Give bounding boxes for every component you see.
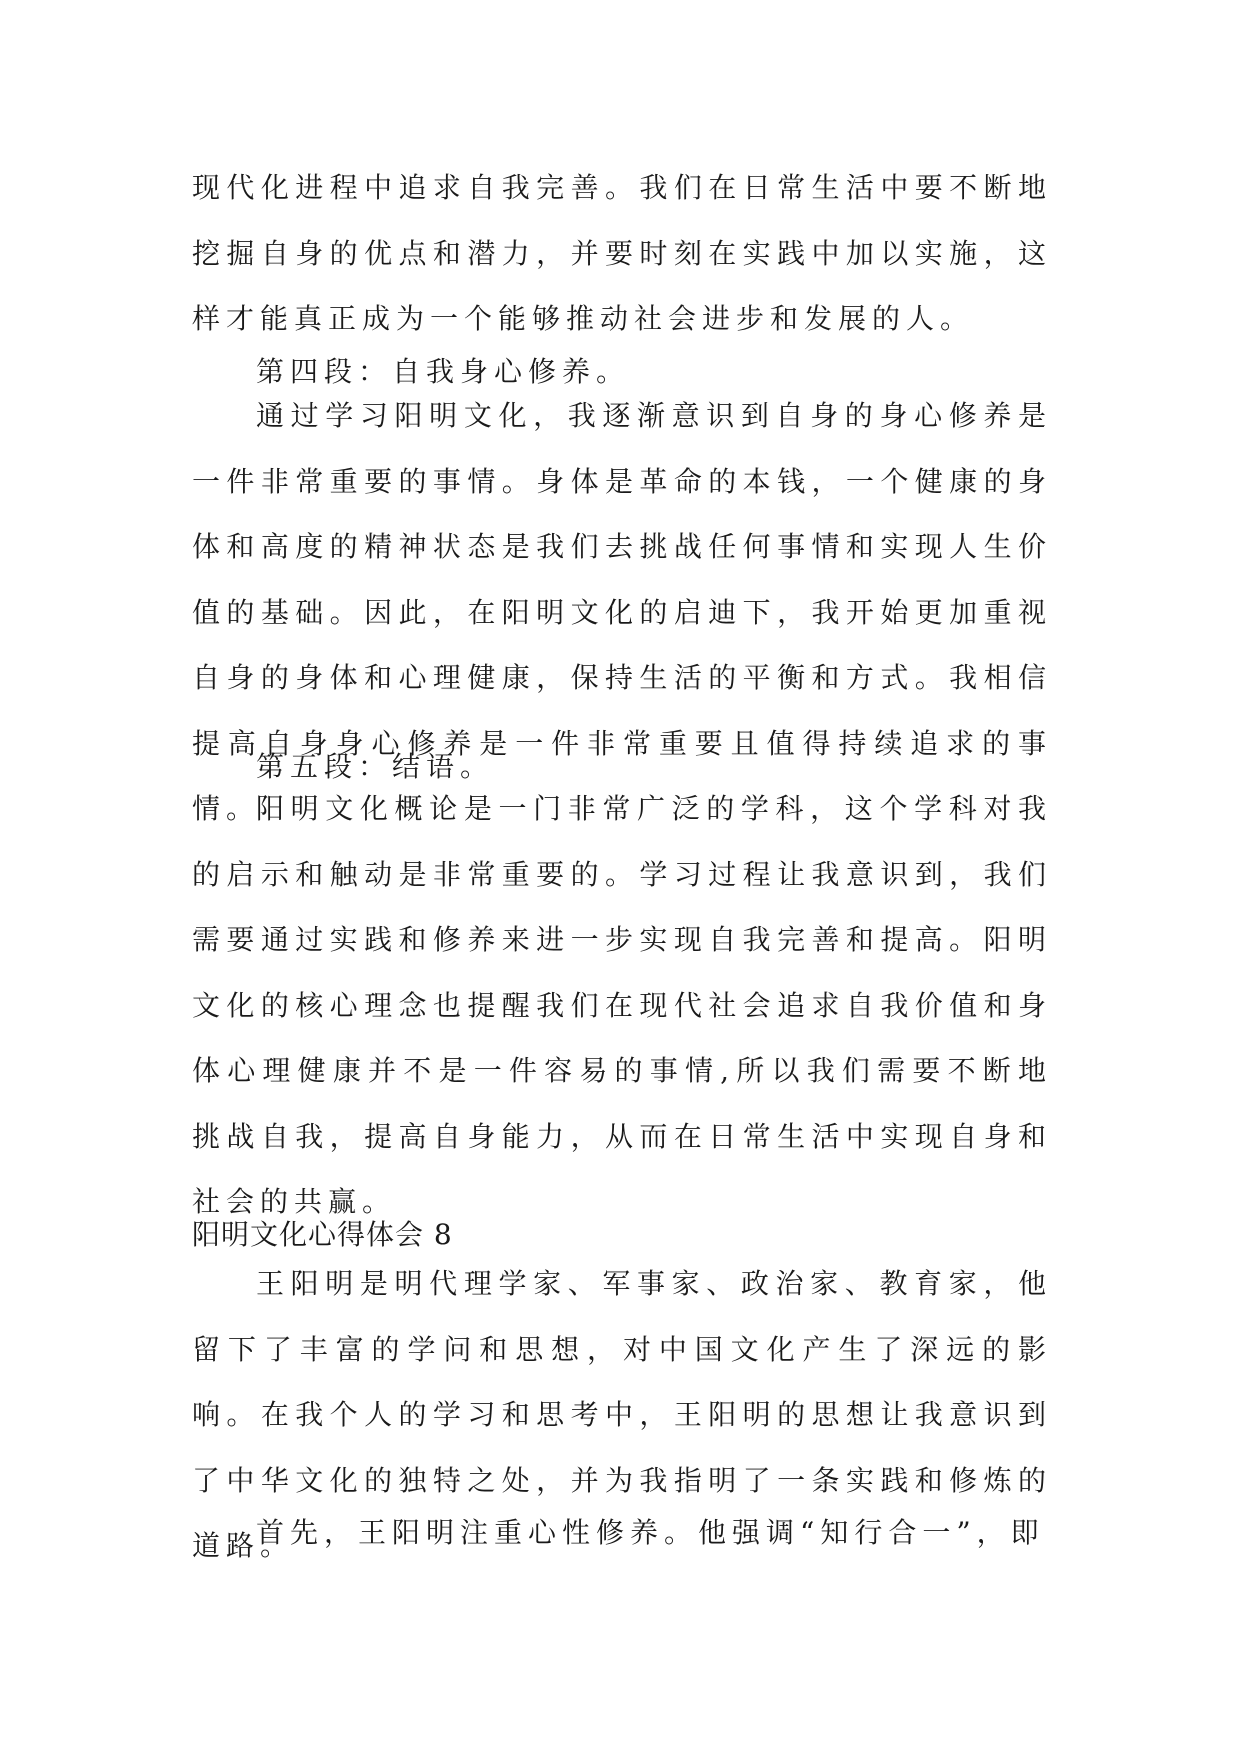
article-title: 阳明文化心得体会 8 [192,1218,453,1251]
paragraph-first-point: 首先，王阳明注重心性修养。他强调“知行合一”，即 [256,1516,1045,1549]
paragraph-conclusion: 阳明文化概论是一门非常广泛的学科，这个学科对我的启示和触动是非常重要的。学习过程让我意识到，我们需要通过实践和修养来进一步实现自我完善和提高。阳明文化的核心理念也提醒我们在现代社会追求自我价值和身体心理健康并不是一件容易的事情,所以我们需要不断地挑战自我，提高自身能力，从而在日常生活中实现自身和社会的共赢。 [192,792,1052,1218]
section-heading-part-four: 第四段：自我身心修养。 [256,355,631,388]
paragraph-continued-intro: 现代化进程中追求自我完善。我们在日常生活中要不断地挖掘自身的优点和潜力，并要时刻在实践中加以实施，这样才能真正成为一个能够推动社会进步和发展的人。 [192,171,1052,335]
paragraph-self-cultivation: 通过学习阳明文化，我逐渐意识到自身的身心修养是一件非常重要的事情。身体是革命的本钱，一个健康的身体和高度的精神状态是我们去挑战任何事情和实现人生价值的基础。因此，在阳明文化的启迪下，我开始更加重视自身的身体和心理健康，保持生活的平衡和方式。我相信提高自身身心修养是一件非常重要且值得持续追求的事情。 [192,399,1052,825]
paragraph-wang-yangming-intro: 王阳明是明代理学家、军事家、政治家、教育家，他留下了丰富的学问和思想，对中国文化产生了深远的影响。在我个人的学习和思考中，王阳明的思想让我意识到了中华文化的独特之处，并为我指明了一条实践和修炼的道路。 [192,1267,1052,1562]
section-heading-part-five: 第五段：结语。 [256,750,495,783]
